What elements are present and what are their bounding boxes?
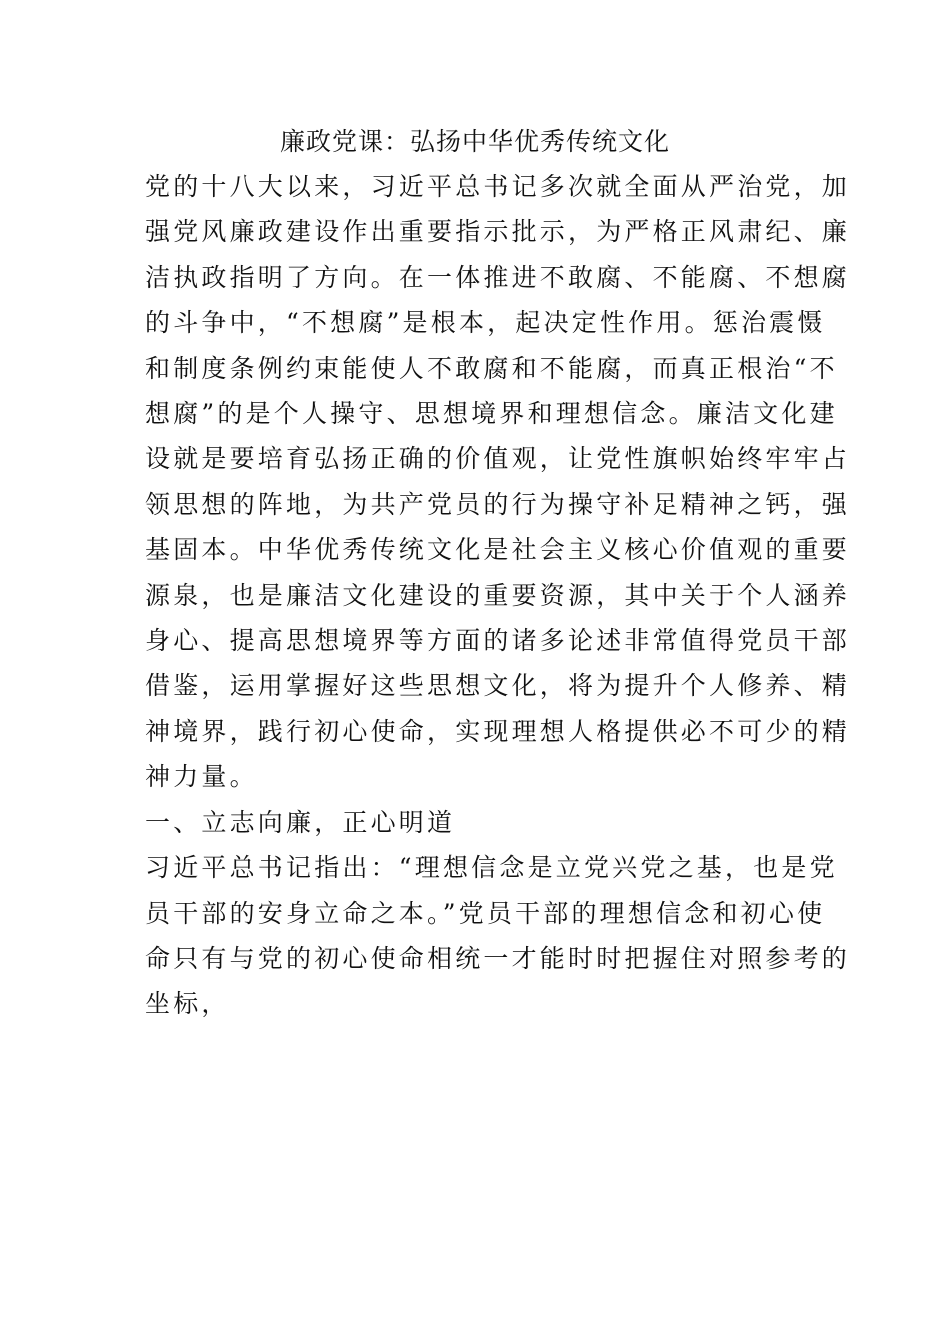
text-line: 和制度条例约束能使人不敢腐和不能腐，而真正根治“不 bbox=[145, 353, 838, 383]
text-line: 的斗争中，“不想腐”是根本，起决定性作用。惩治震慑 bbox=[145, 308, 826, 338]
section-heading bbox=[145, 800, 810, 845]
intro-paragraph bbox=[145, 164, 851, 800]
text-line: 领思想的阵地，为共产党员的行为操守补足精神之钙，强 bbox=[145, 489, 851, 519]
text-line: 员干部的安身立命之本。”党员干部的理想信念和初心使 bbox=[145, 898, 826, 928]
text-line: 基固本。中华优秀传统文化是社会主义核心价值观的重要 bbox=[145, 535, 851, 565]
text-line: 党的十八大以来，习近平总书记多次就全面从严治党，加 bbox=[145, 172, 851, 201]
section-paragraph bbox=[145, 845, 851, 1027]
text-line: 神境界，践行初心使命，实现理想人格提供必不可少的精 bbox=[145, 716, 851, 746]
document-title: 廉政党课：弘扬中华优秀传统文化 bbox=[279, 127, 670, 156]
section-heading-text: 一、立志向廉，正心明道 bbox=[145, 807, 456, 837]
text-line: 设就是要培育弘扬正确的价值观，让党性旗帜始终牢牢占 bbox=[145, 444, 851, 474]
text-line: 强党风廉政建设作出重要指示批示，为严格正风肃纪、廉 bbox=[145, 217, 851, 247]
text-line: 神力量。 bbox=[145, 762, 258, 792]
text-line: 借鉴，运用掌握好这些思想文化，将为提升个人修养、精 bbox=[145, 671, 851, 701]
document-body bbox=[145, 164, 851, 1027]
text-line: 命只有与党的初心使命相统一才能时时把握住对照参考的 bbox=[145, 943, 851, 973]
text-line: 身心、提高思想境界等方面的诸多论述非常值得党员干部 bbox=[145, 626, 851, 656]
text-line: 洁执政指明了方向。在一体推进不敢腐、不能腐、不想腐 bbox=[145, 262, 851, 292]
text-line: 习近平总书记指出：“理想信念是立党兴党之基，也是党 bbox=[145, 853, 838, 883]
text-line: 源泉，也是廉洁文化建设的重要资源，其中关于个人涵养 bbox=[145, 580, 851, 610]
text-line: 想腐”的是个人操守、思想境界和理想信念。廉洁文化建 bbox=[145, 399, 838, 429]
text-line: 坐标， bbox=[145, 989, 230, 1019]
